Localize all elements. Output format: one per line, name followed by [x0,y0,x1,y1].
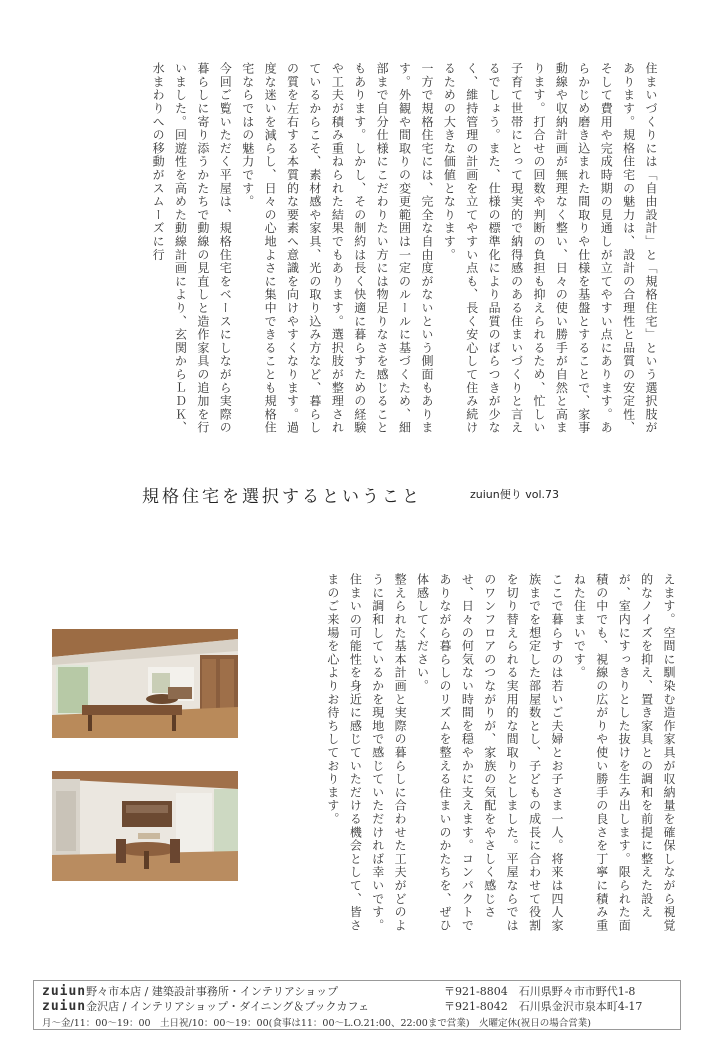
store-address: 〒921-8804 石川県野々市市野代1-8 [444,985,636,998]
paragraph: 今回ご覧いただく平屋は、規格住宅をベースにしながら実際の暮らしに寄り添うかたちで動線の見直しと造作家具の追加を行いました。回遊性を高めた動線計画により、玄関からＬＤＫ、水まわりへの移動がスムーズに行 [151,62,233,435]
store-description: 野々市本店 / 建築設計事務所・インテリアショップ [86,985,339,998]
store-address: 〒921-8042 石川県金沢市泉本町4-17 [444,1000,643,1013]
living-room-photo [52,629,238,738]
article-title: 規格住宅を選択するということ [142,487,422,507]
article-body-bottom [322,573,681,943]
paragraph: えます。空間に馴染む造作家具が収納量を確保しながら視覚的なノイズを抑え、置き家具との調和を前提に整えた設えが、室内にすっきりとした抜けを生み出します。限られた面積の中でも、視線の広がりや使い勝手の良さを丁寧に積み重ねた住まいです。 [572,573,676,933]
brand-name: zuiun [42,999,87,1014]
store-row-nonoichi [42,983,338,999]
article-body-top [147,62,662,442]
brand-name: zuiun [42,984,87,999]
dining-kitchen-photo [52,771,238,881]
paragraph: 整えられた基本計画と実際の暮らしに合わせた工夫がどのように調和しているかを現地で感じていただければ幸いです。住まいの可能性を身近に感じていただける機会として、皆さまのご来場を心よりお待ちしております。 [325,573,408,933]
store-description: 金沢店 / インテリアショップ・ダイニング＆ブックカフェ [86,1000,369,1013]
paragraph: ここで暮らすのは若いご夫婦とお子さま一人。将来は四人家族までを想定した部屋数とし、子どもの成長に合わせて役割を切り替えられる実用的な間取りとしました。平屋ならではのワンフロアのつながりが、家族の気配をやさしく感じさせ、日々の何気ない時間を穏やかに支えます。コンパクトでありながら暮らしのリズムを整える住まいのかたちを、ぜひ体感してください。 [415,573,564,933]
store-row-kanazawa [42,998,369,1014]
store-info-footer [33,980,681,1030]
paragraph: 一方で規格住宅には、完全な自由度がないという側面もあります。外観や間取りの変更範囲は一定のルールに基づくため、細部まで自分仕様にこだわりたい方には物足りなさを感じることもあります。しかし、その制約は長く快適に暮らすための経験や工夫が積み重ねられた結果でもあります。選択肢が整理されているからこそ、素材感や家具、光の取り込み方など、暮らしの質を左右する本質的な要素へ意識を向けやすくなります。過度な迷いを減らし、日々の心地よさに集中できることも規格住宅ならではの魅力です。 [240,62,434,435]
paragraph: 住まいづくりには「自由設計」と「規格住宅」という選択肢があります。規格住宅の魅力は、設計の合理性と品質の安定性、そして費用や完成時期の見通しが立てやすい点にあります。あらかじめ磨き込まれた間取りや仕様を基盤とすることで、家事動線や収納計画が無理なく整い、日々の使い勝手が自然と高まります。打合せの回数や判断の負担も抑えられるため、忙しい子育て世帯にとって現実的で納得感のある住まいづくりと言えるでしょう。また、仕様の標準化により品質のばらつきが少なく、維持管理の計画を立てやすい点も、長く安心して住み続けるための大きな価値となります。 [442,62,658,435]
business-hours: 月～金/11：00～19：00 土日祝/10：00～19：00(食事は11：00～L.O.21:00、22:00まで営業) 火曜定休(祝日の場合営業) [42,1018,591,1029]
series-label: zuiun便り vol.73 [470,488,560,501]
